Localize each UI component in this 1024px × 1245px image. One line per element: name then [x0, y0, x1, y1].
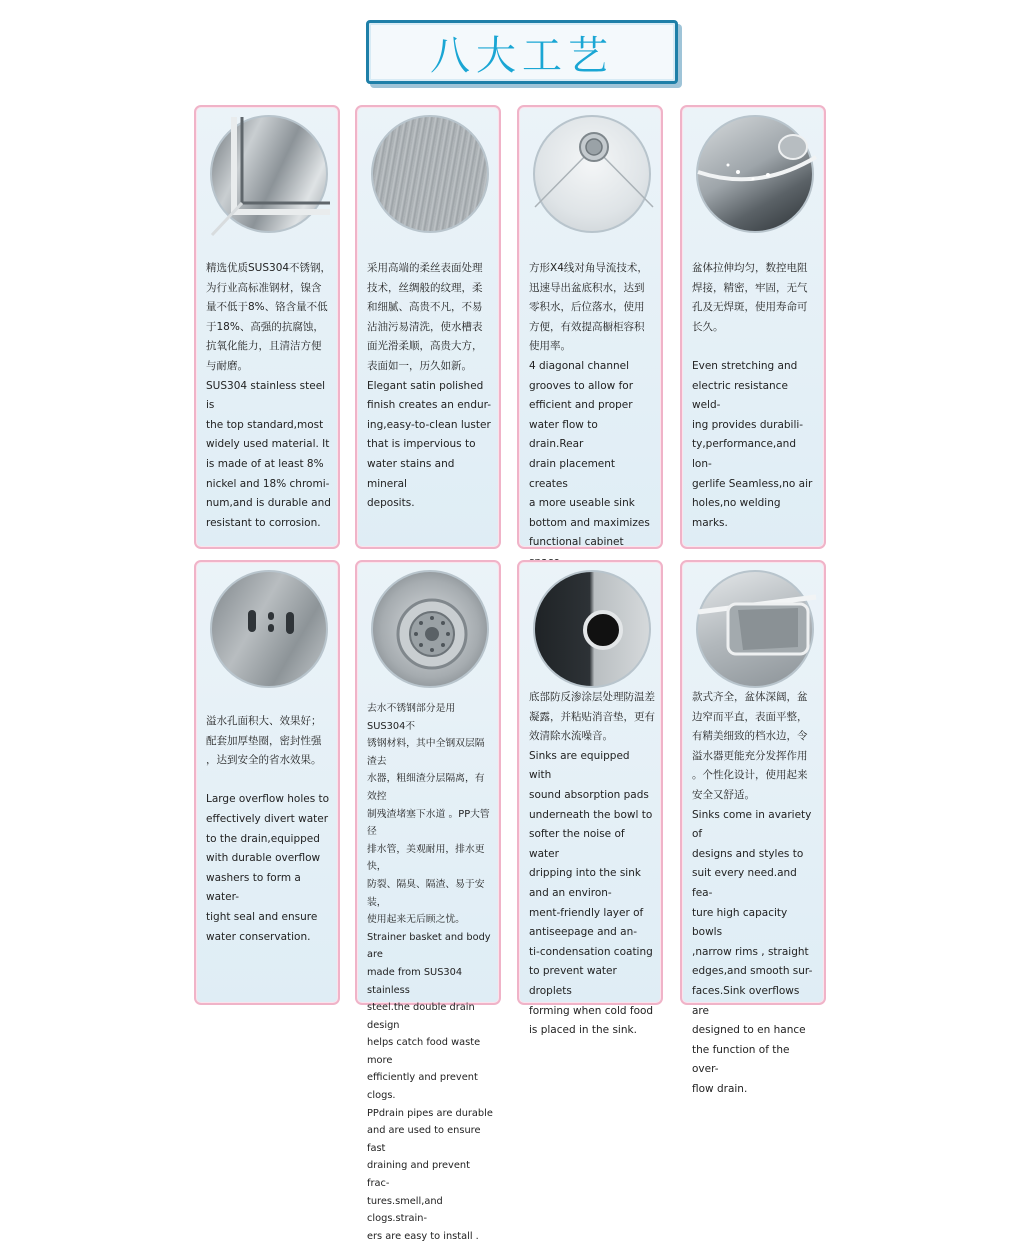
feature-description: 精选优质SUS304不锈钢， 为行业高标准钢材，镍含 量不低于8%、铬含量不低 于18%、高强的抗腐蚀， 抗氧化能力，且清洁方便 与耐磨。 SUS304 stainless steel is the top standard,most widely used material. It is made of at least 8% nickel and 18% chromi- num,and is durable and resistant to corrosion. [206, 262, 332, 529]
double-bowl-sink-icon [696, 570, 814, 688]
feature-card-sound-pad [517, 560, 663, 1037]
feature-description: 盆体拉伸均匀，数控电阻 焊接，精密，牢固，无气 孔及无焊斑，使用寿命可 长久。 Even stretching and electric resistance weld- ing provides durabili- ty,performance,and lon- gerlife Seamless,no air holes,no welding marks. [692, 262, 813, 529]
brushed-steel-corner-icon [210, 115, 328, 233]
overflow-holes-icon [210, 570, 328, 688]
strainer-basket-icon [371, 570, 489, 688]
feature-description: 底部防反渗涂层处理防温差 凝露，并粘贴消音垫，更有 效清除水流噪音。 Sinks are equipped with sound absorption pads underneath the bowl to softer the noise of water dripping into the sink and an environ- ment-friendly layer of antiseepage and an- ti-condensation coating to prevent water droplets forming when cold food is placed in the sink. [529, 691, 655, 1037]
page-title: 八大工艺 [430, 32, 614, 79]
feature-card-overflow [194, 560, 340, 1005]
satin-finish-surface-icon [371, 115, 489, 233]
sound-absorption-pad-icon [533, 570, 651, 688]
feature-description: 去水不锈钢部分是用SUS304不 锈钢材料，其中全钢双层隔渣去 水器，粗细渣分层隔离，有效控 制残渣堵塞下水道 。PP大管径 排水管，美观耐用，排水更快， 防裂、隔臭、隔渣、易于安装， 使用起来无后顾之忧。 Strainer basket and body are made from SUS304 stainless steel.the double drain design helps catch food waste more efficiently and prevent clogs. PPdrain pipes are durable and are used to ensure fast draining and prevent frac- tures.smell,and clogs.strain- ers are easy to install . [367, 703, 493, 1242]
feature-description: 采用高端的柔丝表面处理 技术，丝绸般的纹理，柔 和细腻、高贵不凡，不易 沾油污易清洗，使水槽表 面光滑柔顺，高贵大方， 表面如一，历久如新。 Elegant satin polished finish creates an endur- ing,easy-to-clean luster that is impervious to water stains and mineral deposits. [367, 262, 492, 510]
feature-card-strainer [355, 560, 501, 1242]
feature-card-satin [355, 105, 501, 549]
feature-card-drain-channel [517, 105, 663, 549]
feature-card-double-bowl [680, 560, 826, 1095]
feature-card-steel [194, 105, 340, 549]
feature-description: 款式齐全，盆体深阔，盆 边窄而平直，表面平整， 有精美细致的档水边，令 溢水器更能充分发挥作用 。个性化设计，使用起来 安全又舒适。 Sinks come in avariety of designs and styles to suit every need.and fea- ture high capacity bowls ,narrow rims , straight edges,and smooth sur- faces.Sink overflows are designed to en hance the function of the over- flow drain. [692, 691, 813, 1095]
title-banner [366, 20, 678, 84]
diagonal-channel-drain-icon [533, 115, 651, 233]
seamless-welding-icon [696, 115, 814, 233]
feature-card-welding [680, 105, 826, 549]
feature-description: 方形X4线对角导流技术， 迅速导出盆底积水，达到 零积水，后位落水，使用 方便，有效提高橱柜容积 使用率。 4 diagonal channel grooves to allow for efficient and proper water flow to drain.Rear drain placement creates a more useable sink bottom and maximizes functional cabinet [529, 262, 650, 549]
feature-description: 溢水孔面积大、效果好； 配套加厚垫圈，密封性强 ，达到安全的省水效果。 Large overflow holes to effectively divert water to the drain,equipped with durable overflow washers to form a water- tight seal and ensure water conservation. [206, 715, 330, 943]
